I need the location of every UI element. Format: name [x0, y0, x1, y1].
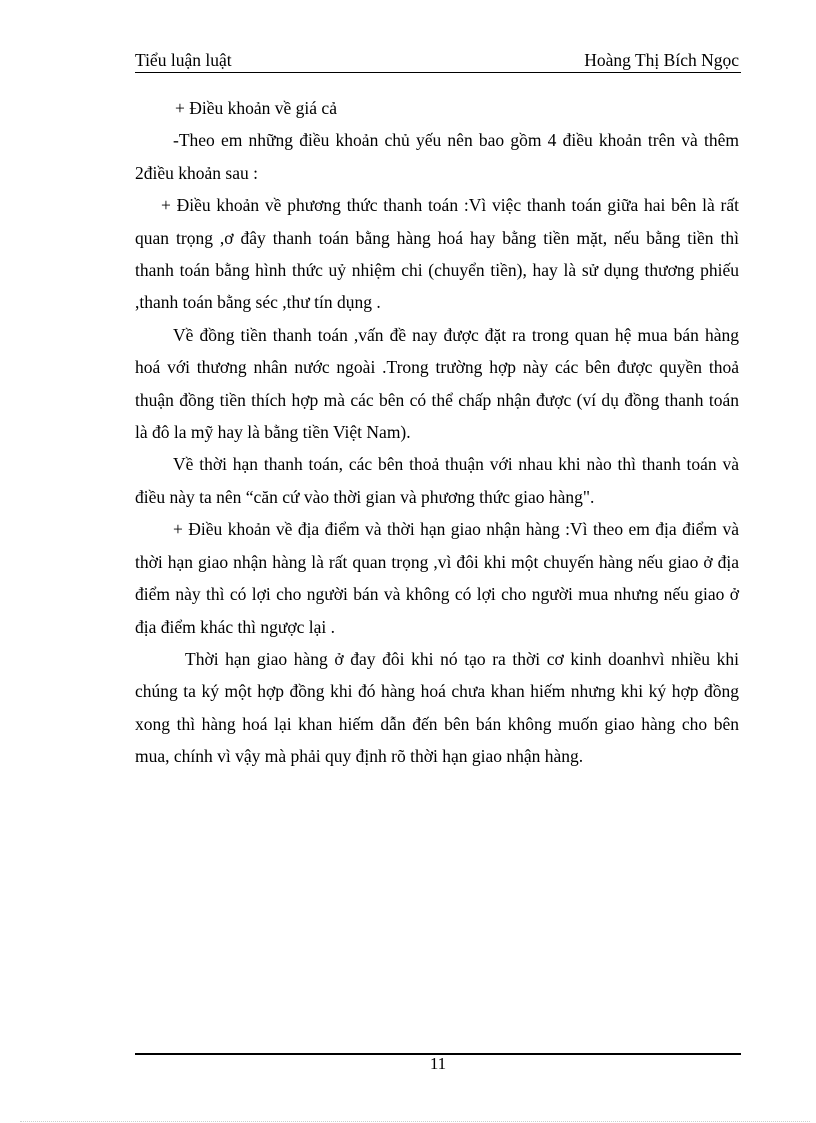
paragraph: Về đồng tiền thanh toán ,vấn đề nay được đặt ra trong quan hệ mua bán hàng hoá với thương nhân nước ngoài .Trong trường hợp này các bên được quyền thoả thuận đồng tiền thích hợp mà các bên có thể chấp nhận được (ví dụ đồng thanh toán là đô la mỹ hay là bằng tiền Việt Nam). [135, 324, 739, 443]
paragraph: Thời hạn giao hàng ở đay đôi khi nó tạo ra thời cơ kinh doanhvì nhiều khi chúng ta ký một hợp đồng khi đó hàng hoá chưa khan hiếm nhưng khi ký hợp đồng xong thì hàng hoá lại khan hiếm dẫn đến bên bán không muốn giao hàng cho bên mua, chính vì vậy mà phải quy định rõ thời hạn giao nhận hàng. [135, 648, 739, 767]
paragraph: + Điều khoản về địa điểm và thời hạn giao nhận hàng :Vì theo em địa điểm và thời hạn giao nhận hàng là rất quan trọng ,vì đôi khi một chuyến hàng nếu giao ở địa điểm này thì có lợi cho người bán và không có lợi cho người mua nhưng nếu giao ở địa điểm khác thì ngược lại . [135, 519, 739, 637]
document-body [135, 92, 739, 773]
page-edge-divider [20, 1121, 810, 1122]
header-title: Tiểu luận luật [135, 50, 232, 70]
paragraph: -Theo em những điều khoản chủ yếu nên bao gồm 4 điều khoản trên và thêm 2điều khoản sau : [135, 130, 739, 183]
page-header [135, 50, 741, 73]
paragraph: + Điều khoản về phương thức thanh toán :Vì việc thanh toán giữa hai bên là rất quan trọng ,ơ đây thanh toán bằng hàng hoá hay bằng tiền mặt, nếu bằng tiền thì thanh toán bằng hình thức uỷ nhiệm chi (chuyển tiền), hay là sử dụng thương phiếu ,thanh toán bằng séc ,thư tín dụng . [135, 195, 739, 313]
page-number: 11 [429, 1054, 447, 1073]
paragraph: + Điều khoản về giá cả [175, 98, 337, 118]
header-author: Hoàng Thị Bích Ngọc [584, 50, 739, 70]
paragraph: Về thời hạn thanh toán, các bên thoả thuận với nhau khi nào thì thanh toán và điều này ta nên “căn cứ vào thời gian và phương thức giao hàng". [135, 454, 739, 507]
